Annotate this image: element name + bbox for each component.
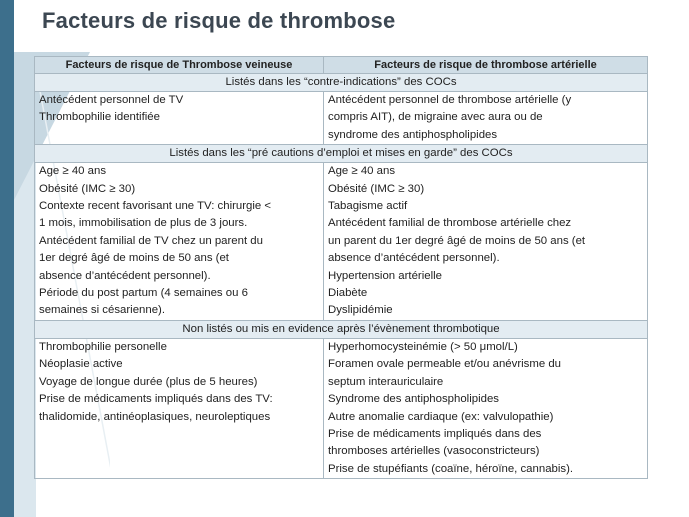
arterial-factor-line: Age ≥ 40 ans [328,165,396,178]
venous-factor-line: Antécédent familial de TV chez un parent du [39,234,263,247]
section-header-row [35,320,648,338]
arterial-factor-line: Antécédent personnel de thrombose artérielle (y [328,94,572,106]
venous-factor-line: Age ≥ 40 ans [39,165,107,178]
section-header-row [35,145,648,163]
table-row [35,338,648,478]
venous-factors-cell [35,338,324,478]
table-header-row [35,57,648,74]
arterial-factor-line: un parent du 1er degré âgé de moins de 50 ans (et [328,234,586,247]
venous-factor-line: Prise de médicaments impliqués dans des TV: [39,393,273,406]
section-label: Non listés ou mis en evidence après l’évènement thrombotique [35,320,648,338]
table-row [35,163,648,321]
arterial-factor-line: Hyperhomocysteinémie (> 50 μmol/L) [328,340,518,353]
section-header-row [35,74,648,92]
section-label: Listés dans les “contre-indications” des COCs [35,74,648,92]
venous-factor-line: Contexte recent favorisant une TV: chirurgie < [39,200,272,213]
venous-factor-line: semaines si césarienne). [39,304,165,317]
arterial-factor-line: syndrome des antiphospholipides [328,128,498,141]
venous-factor-line: 1 mois, immobilisation de plus de 3 jours. [39,217,248,230]
table-row [35,92,648,145]
arterial-factor-line: absence d’antécédent personnel). [328,252,500,265]
arterial-factor-line: Obésité (IMC ≥ 30) [328,182,425,195]
venous-factor-line: Thrombophilie identifiée [39,111,160,124]
arterial-factor-line: Hypertension artérielle [328,269,442,282]
header-arterial: Facteurs de risque de thrombose artérielle [324,57,648,74]
arterial-factor-line: Antécédent familial de thrombose artérielle chez [328,217,572,230]
arterial-factor-line: Prise de médicaments impliqués dans des [328,427,542,440]
venous-factor-line: 1er degré âgé de moins de 50 ans (et [39,252,229,265]
section-label: Listés dans les “pré cautions d’emploi et mises en garde” des COCs [35,145,648,163]
arterial-factors-cell [324,92,648,145]
arterial-factor-line: Dyslipidémie [328,304,393,317]
arterial-factor-line: Syndrome des antiphospholipides [328,393,499,406]
arterial-factor-line: septum interauriculaire [328,375,444,388]
venous-factor-line: Voyage de longue durée (plus de 5 heures) [39,375,258,388]
arterial-factors-cell [324,338,648,478]
venous-factors-cell [35,92,324,145]
arterial-factor-line: compris AIT), de migraine avec aura ou de [328,111,543,124]
arterial-factor-line: thromboses artérielles (vasoconstricteurs) [328,445,540,458]
arterial-factor-line: Autre anomalie cardiaque (ex: valvulopathie) [328,410,554,423]
page-title: Facteurs de risque de thrombose [42,8,396,33]
header-venous: Facteurs de risque de Thrombose veineuse [35,57,324,74]
venous-factor-line: Obésité (IMC ≥ 30) [39,182,136,195]
arterial-factors-cell [324,163,648,321]
arterial-factor-line: Prise de stupéfiants (coaïne, héroïne, cannabis). [328,462,574,475]
venous-factor-line: Période du post partum (4 semaines ou 6 [39,287,248,300]
venous-factor-line: Néoplasie active [39,358,123,371]
arterial-factor-line: Tabagisme actif [328,200,408,213]
risk-factors-table [34,56,648,479]
venous-factor-line: thalidomide, antinéoplasiques, neuroleptiques [39,410,271,423]
venous-factor-line: absence d’antécédent personnel). [39,269,211,282]
table-body [35,74,648,479]
venous-factor-line: Thrombophilie personelle [39,340,167,353]
venous-factors-cell [35,163,324,321]
arterial-factor-line: Foramen ovale permeable et/ou anévrisme du [328,358,562,371]
venous-factor-line: Antécédent personnel de TV [39,94,184,106]
arterial-factor-line: Diabète [328,287,368,300]
